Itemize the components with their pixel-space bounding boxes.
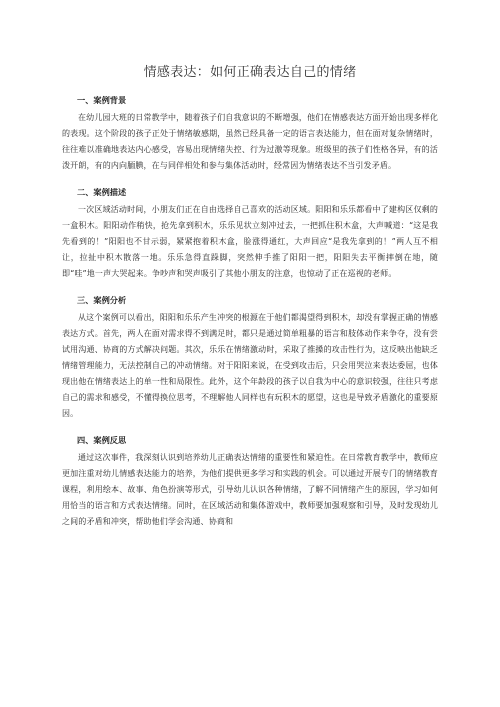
section-heading: 二、案例描述: [77, 187, 127, 197]
section-description: [62, 186, 438, 282]
section-paragraph: 通过这次事件，我深刻认识到培养幼儿正确表达情绪的重要性和紧迫性。在日常教育教学中，教师应更加注重对幼儿情感表达能力的培养，为他们提供更多学习和实践的机会。可以通过开展专门的情绪教育课程，利用绘本、故事、角色扮演等形式，引导幼儿认识各种情绪，了解不同情绪产生的原因，学习如何用恰当的语言和方式表达情绪。同时，在区域活动和集体游戏中，教师要加强观察和引导，及时发现幼儿之间的矛盾和冲突，帮助他们学会沟通、协商和: [62, 453, 438, 526]
section-reflection: [62, 434, 438, 530]
section-heading: 一、案例背景: [77, 95, 127, 105]
section-paragraph: 在幼儿园大班的日常教学中，随着孩子们自我意识的不断增强，他们在情感表达方面开始出现多样化的表现。这个阶段的孩子正处于情绪敏感期，虽然已经具备一定的语言表达能力，但在面对复杂情绪时，往往难以准确地表达内心感受，容易出现情绪失控、行为过激等现象。班级里的孩子们性格各异，有的活泼开朗，有的内向腼腆，在与同伴相处和参与集体活动时，经常因为情绪表达不当引发矛盾。: [62, 113, 438, 170]
section-paragraph: 一次区域活动时间，小朋友们正在自由选择自己喜欢的活动区域。阳阳和乐乐都看中了建构区仅剩的一盒积木。阳阳动作稍快，抢先拿到积木，乐乐见状立刻冲过去，一把抓住积木盒，大声喊道：“这是我先看到的！”阳阳也不甘示弱，紧紧抱着积木盒，脸涨得通红，大声回应“是我先拿到的！”两人互不相让，拉扯中积木散落一地。乐乐急得直跺脚，突然伸手推了阳阳一把，阳阳失去平衡摔倒在地，随即“哇”地一声大哭起来。争吵声和哭声吸引了其他小朋友的注意，也惊动了正在巡视的老师。: [62, 205, 438, 278]
section-background: [62, 94, 438, 174]
document-title: 情感表达：如何正确表达自己的情绪: [143, 65, 357, 80]
section-analysis: [62, 294, 438, 422]
section-heading: 三、案例分析: [77, 295, 127, 305]
section-heading: 四、案例反思: [77, 435, 127, 445]
section-paragraph: 从这个案例可以看出，阳阳和乐乐产生冲突的根源在于他们都渴望得到积木，却没有掌握正确的情感表达方式。首先，两人在面对需求得不到满足时，都只是通过简单粗暴的语言和肢体动作来争夺，没有尝试用沟通、协商的方式解决问题。其次，乐乐在情绪激动时，采取了推搡的攻击性行为，这反映出他缺乏情绪管理能力，无法控制自己的冲动情绪。对于阳阳来说，在受到攻击后，只会用哭泣来表达委屈，也体现出他在情绪表达上的单一性和局限性。此外，这个年龄段的孩子以自我为中心的意识较强，往往只考虑自己的需求和感受，不懂得换位思考，不理解他人同样也有玩积木的愿望，这也是导致矛盾激化的重要原因。: [62, 313, 438, 418]
